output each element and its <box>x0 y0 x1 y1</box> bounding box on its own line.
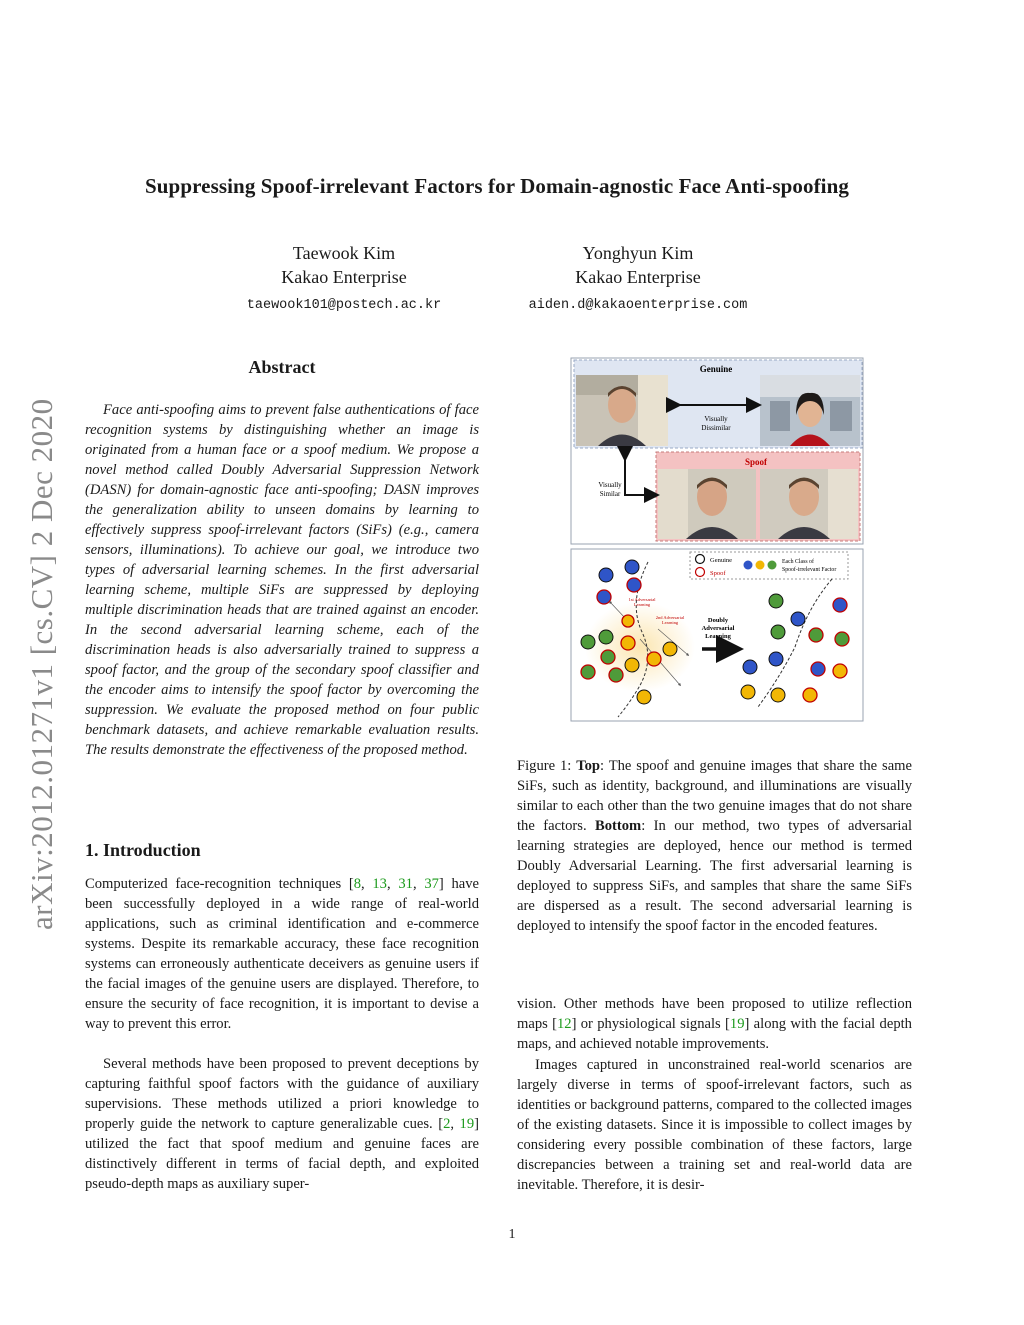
text-run: ] have been successfully deployed in a wide range of real-world applications, such as criminal identification and e-commerce systems. Despite its remarkable accuracy, these face recognition systems can erroneously authenticate deceivers as genuine users if the facial images of the genuine users are displayed. Therefore, to ensure the security of face recognition, it is important to devise a way to prevent this error. <box>85 876 480 1032</box>
arxiv-identifier: arXiv:2012.01271v1 [cs.CV] 2 Dec 2020 <box>24 398 59 930</box>
author-block-1 <box>224 241 464 318</box>
caption-bottom-text: : In our method, two types of adversarial learning strategies are deployed, hence our method is termed Doubly Adversarial Learning. The first adversarial learning is deployed to suppress SiFs, and samples that share the same SiFs are dispersed as a result. The second adversarial learning is deployed to intensify the spoof factor in the encoded features. <box>517 818 912 934</box>
adv1-label-2: Learning <box>633 602 651 607</box>
legend-class-1: Each Class of <box>782 559 814 565</box>
citation-link[interactable]: 8 <box>353 876 361 892</box>
text-run: ] or physiological signals [ <box>571 1016 730 1032</box>
section-heading-introduction: 1. Introduction <box>85 840 201 860</box>
intro-paragraph-2 <box>85 1054 479 1194</box>
spoof-box-label: Spoof <box>744 457 768 467</box>
legend-class-2: Spoof-irrelevant Factor <box>782 567 837 573</box>
text-run: , <box>412 876 425 892</box>
caption-top-bold: Top <box>576 758 601 774</box>
page-number: 1 <box>508 1227 516 1242</box>
citation-link[interactable]: 12 <box>556 1016 572 1032</box>
citation-link[interactable]: 13 <box>372 876 387 892</box>
genuine-box-label: Genuine <box>699 364 733 374</box>
text-run: , <box>361 876 373 892</box>
genuine-photo-woman <box>760 375 860 446</box>
author-affiliation: Kakao Enterprise <box>281 267 407 287</box>
legend-spoof: Spoof <box>710 570 726 577</box>
caption-label: Figure 1: <box>517 758 577 774</box>
caption-bottom-bold: Bottom <box>595 818 642 834</box>
text-run: Several methods have been proposed to prevent deceptions by capturing faithful spoof factors with the guidance of auxiliary supervisions. These methods utilized a priori knowledge to properly guide the network to capture generalizable cues. [ <box>85 1056 479 1132</box>
right-paragraph-2: Images captured in unconstrained real-world scenarios are largely diverse in terms of spoof-irrelevant factors, such as identities or background patterns, compared to the collected images of the existing datasets. Since it is impossible to collect images by considering every possible combination of these factors, large discrepancies between a training set and real-world data are inevitable. Therefore, it is desir- <box>517 1057 912 1193</box>
adv1-label-1: 1st Adversarial <box>628 597 656 602</box>
text-run: , <box>386 876 399 892</box>
author-affiliation: Kakao Enterprise <box>575 267 701 287</box>
citation-link[interactable]: 19 <box>459 1116 475 1132</box>
adv2-label-1: 2nd Adversarial <box>655 615 685 620</box>
doubly-label-3: Learning <box>705 633 731 640</box>
abstract-text: Face anti-spoofing aims to prevent false authentications of face recognition systems by distinguishing whether an image is originated from a human face or a spoof medium. We propose a novel method called Doubly Adversarial Suppression Network (DASN) for domain-agnostic face anti-spoofing; DASN improves the generalization ability to unseen domains by learning to effectively suppress spoof-irrelevant factors (SiFs) (e.g., camera sensors, illuminations). To achieve our goal, we introduce two types of adversarial learning schemes. In the first adversarial learning scheme, multiple SiFs are suppressed by deploying multiple discrimination heads that are trained against an encoder. In the second adversarial learning scheme, each of the discrimination heads is also adversarially trained to suppress a spoof factor, and the group of the secondary spoof classifier and the encoder aims to intensify the spoof factor by overcoming the suppression. We evaluate the proposed method on four public benchmark datasets, and achieve remarkable evaluation results. The results demonstrate the effectiveness of the proposed method. <box>85 402 479 758</box>
spoof-photo-1 <box>658 469 756 539</box>
similar-label-1: Visually <box>598 481 622 489</box>
text-run: Computerized face-recognition techniques [ <box>85 876 354 892</box>
citation-link[interactable]: 31 <box>398 876 413 892</box>
adv2-label-2: Learning <box>661 620 679 625</box>
author-email: aiden.d@kakaoenterprise.com <box>528 298 748 313</box>
abstract-heading: Abstract <box>248 357 316 377</box>
right-paragraph-1 <box>517 994 912 1054</box>
figure-1-caption <box>517 756 912 936</box>
text-run: ] utilized the fact that spoof medium and genuine faces are distinctively different in terms of facial depth, and exploited pseudo-depth maps as auxiliary super- <box>85 1116 479 1192</box>
citation-link[interactable]: 37 <box>424 876 439 892</box>
figure-1 <box>570 357 864 723</box>
spoof-photo-2 <box>760 469 858 539</box>
author-email: taewook101@postech.ac.kr <box>246 298 442 313</box>
author-name: Taewook Kim <box>292 243 396 263</box>
figure-1-graphic <box>570 357 864 723</box>
author-block-2 <box>508 241 768 318</box>
text-run: ] along with the facial depth maps, and achieved notable improvements. <box>517 1016 912 1052</box>
citation-link[interactable]: 2 <box>443 1116 451 1132</box>
dissimilar-label-2: Dissimilar <box>701 424 731 432</box>
citation-link[interactable]: 19 <box>729 1016 745 1032</box>
text-run: , <box>450 1116 460 1132</box>
paper-title: Suppressing Spoof-irrelevant Factors for Domain-agnostic Face Anti-spoofing <box>145 174 849 198</box>
genuine-photo-man <box>576 375 668 446</box>
author-name: Yonghyun Kim <box>582 243 694 263</box>
legend-genuine: Genuine <box>710 557 733 564</box>
dissimilar-label-1: Visually <box>704 415 728 423</box>
intro-paragraph-1 <box>85 874 479 1034</box>
caption-top-text: : The spoof and genuine images that share the same SiFs, such as identity, background, and illuminations are visually similar to each other than the two genuine images that do not share the factors. <box>517 758 912 834</box>
text-run: vision. Other methods have been proposed to utilize reflection maps [ <box>517 996 912 1032</box>
similar-label-2: Similar <box>599 490 621 498</box>
doubly-label-2: Adversarial <box>701 625 735 632</box>
doubly-label-1: Doubly <box>707 617 729 624</box>
